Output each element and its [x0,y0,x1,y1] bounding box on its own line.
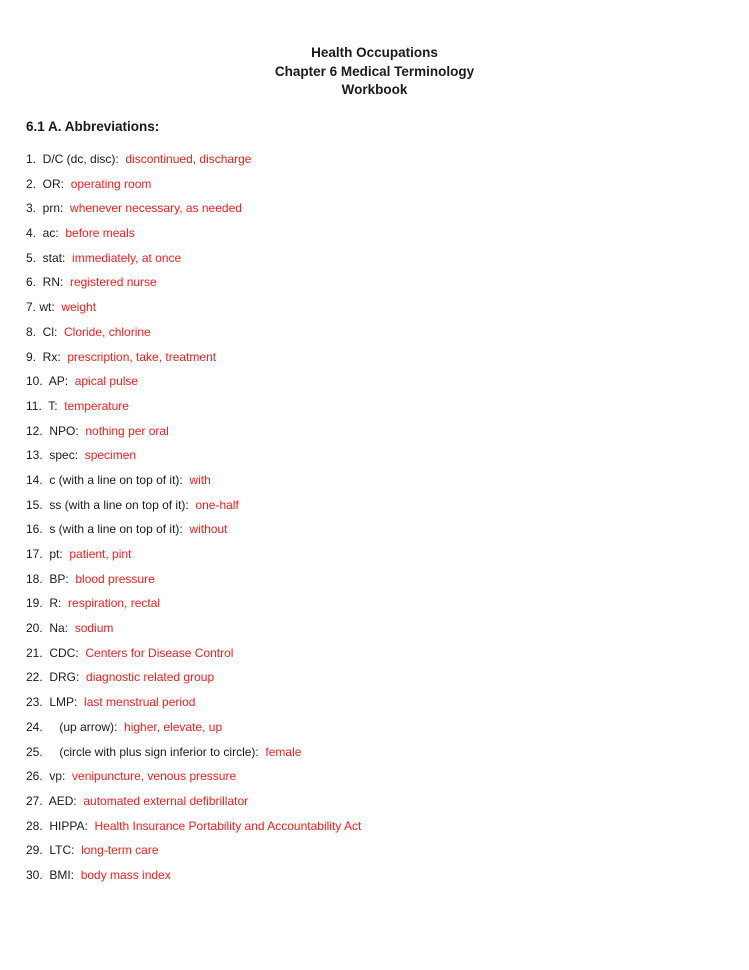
list-item [26,818,361,843]
abbreviation-answer: without [189,522,228,537]
list-item [26,768,361,793]
abbreviation-answer: respiration, rectal [68,596,161,611]
abbreviation-answer: discontinued, discharge [125,152,252,166]
list-item [26,793,361,818]
list-item [26,669,361,694]
abbreviation-term: 16. s (with a line on top of it): [26,522,190,537]
list-item [26,423,361,448]
list-item [26,398,361,423]
abbreviation-term: 14. c (with a line on top of it): [26,472,190,487]
abbreviation-answer: patient, pint [69,547,132,561]
abbreviation-answer: immediately, at once [72,250,182,265]
abbreviation-answer: one-half [195,497,239,512]
abbreviation-term: 9. Rx: [26,349,68,364]
abbreviation-answer: with [189,472,211,487]
abbreviation-answer: registered nurse [70,275,157,290]
abbreviation-term: 29. LTC: [26,843,82,858]
abbreviation-answer: sodium [74,621,114,636]
list-item [26,151,361,176]
abbreviation-answer: Centers for Disease Control [85,645,234,660]
list-item [26,620,361,645]
abbreviation-term: 30. BMI: [26,867,81,882]
list-item [26,373,361,398]
abbreviation-list [26,151,361,892]
abbreviation-term: 18. BP: [26,571,76,586]
abbreviation-term: 8. Cl: [26,324,65,339]
list-item [26,744,361,769]
abbreviation-term: 1. D/C (dc, disc): [26,152,126,166]
list-item [26,200,361,225]
abbreviation-term: 19. R: [26,596,69,611]
list-item [26,250,361,275]
abbreviation-answer: venipuncture, venous pressure [72,769,237,784]
list-item [26,349,361,374]
abbreviation-term: 6. RN: [26,275,71,290]
abbreviation-answer: higher, elevate, up [124,719,223,734]
abbreviation-answer: female [265,744,302,759]
abbreviation-answer: last menstrual period [84,695,196,710]
abbreviation-answer: temperature [64,398,129,413]
abbreviation-term: 11. T: [26,398,65,413]
abbreviation-answer: body mass index [80,867,171,882]
abbreviation-answer: whenever necessary, as needed [70,201,242,216]
list-item [26,842,361,867]
list-item [26,225,361,250]
abbreviation-term: 7. wt: [26,300,62,315]
document-header [0,44,749,100]
abbreviation-term: 27. AED: [26,793,84,808]
abbreviation-answer: apical pulse [74,374,139,389]
abbreviation-answer: blood pressure [75,571,155,586]
abbreviation-term: 12. NPO: [26,423,86,438]
list-item [26,595,361,620]
abbreviation-term: 24. (up arrow): [26,719,125,734]
abbreviation-term: 21. CDC: [26,645,86,660]
abbreviation-answer: specimen [84,448,137,463]
list-item [26,472,361,497]
abbreviation-answer: long-term care [81,843,159,858]
header-workbook: Workbook [341,82,408,97]
abbreviation-answer: before meals [65,226,135,241]
list-item [26,447,361,472]
abbreviation-answer: nothing per oral [85,423,169,438]
list-item [26,176,361,201]
abbreviation-term: 25. (circle with plus sign inferior to circle): [26,744,266,759]
abbreviation-term: 2. OR: [26,176,71,191]
list-item [26,719,361,744]
list-item [26,324,361,349]
section-title: 6.1 A. Abbreviations: [26,119,160,134]
list-item [26,521,361,546]
list-item [26,867,361,892]
list-item [26,694,361,719]
list-item [26,274,361,299]
abbreviation-answer: Cloride, chlorine [64,324,151,339]
abbreviation-term: 20. Na: [26,621,75,636]
abbreviation-term: 13. spec: [26,448,85,463]
abbreviation-answer: weight [61,300,97,315]
abbreviation-answer: diagnostic related group [86,670,215,685]
abbreviation-term: 22. DRG: [26,670,87,685]
header-subtitle: Chapter 6 Medical Terminology [274,63,475,79]
abbreviation-term: 26. vp: [26,769,73,784]
list-item [26,645,361,670]
list-item [26,299,361,324]
list-item [26,497,361,522]
abbreviation-answer: operating room [70,176,152,191]
abbreviation-term: 28. HIPPA: [26,818,95,833]
abbreviation-term: 4. ac: [26,226,66,241]
abbreviation-term: 15. ss (with a line on top of it): [26,497,196,512]
abbreviation-term: 10. AP: [26,374,75,389]
list-item [26,571,361,596]
abbreviation-term: 17. pt: [26,547,70,561]
header-title: Health Occupations [311,45,438,60]
abbreviation-term: 3. prn: [26,201,71,216]
abbreviation-answer: prescription, take, treatment [67,349,217,364]
list-item [26,546,361,571]
abbreviation-answer: automated external defibrillator [83,793,249,808]
abbreviation-answer: Health Insurance Portability and Accountability Act [94,818,362,833]
abbreviation-term: 23. LMP: [26,695,85,710]
abbreviation-term: 5. stat: [26,250,73,265]
